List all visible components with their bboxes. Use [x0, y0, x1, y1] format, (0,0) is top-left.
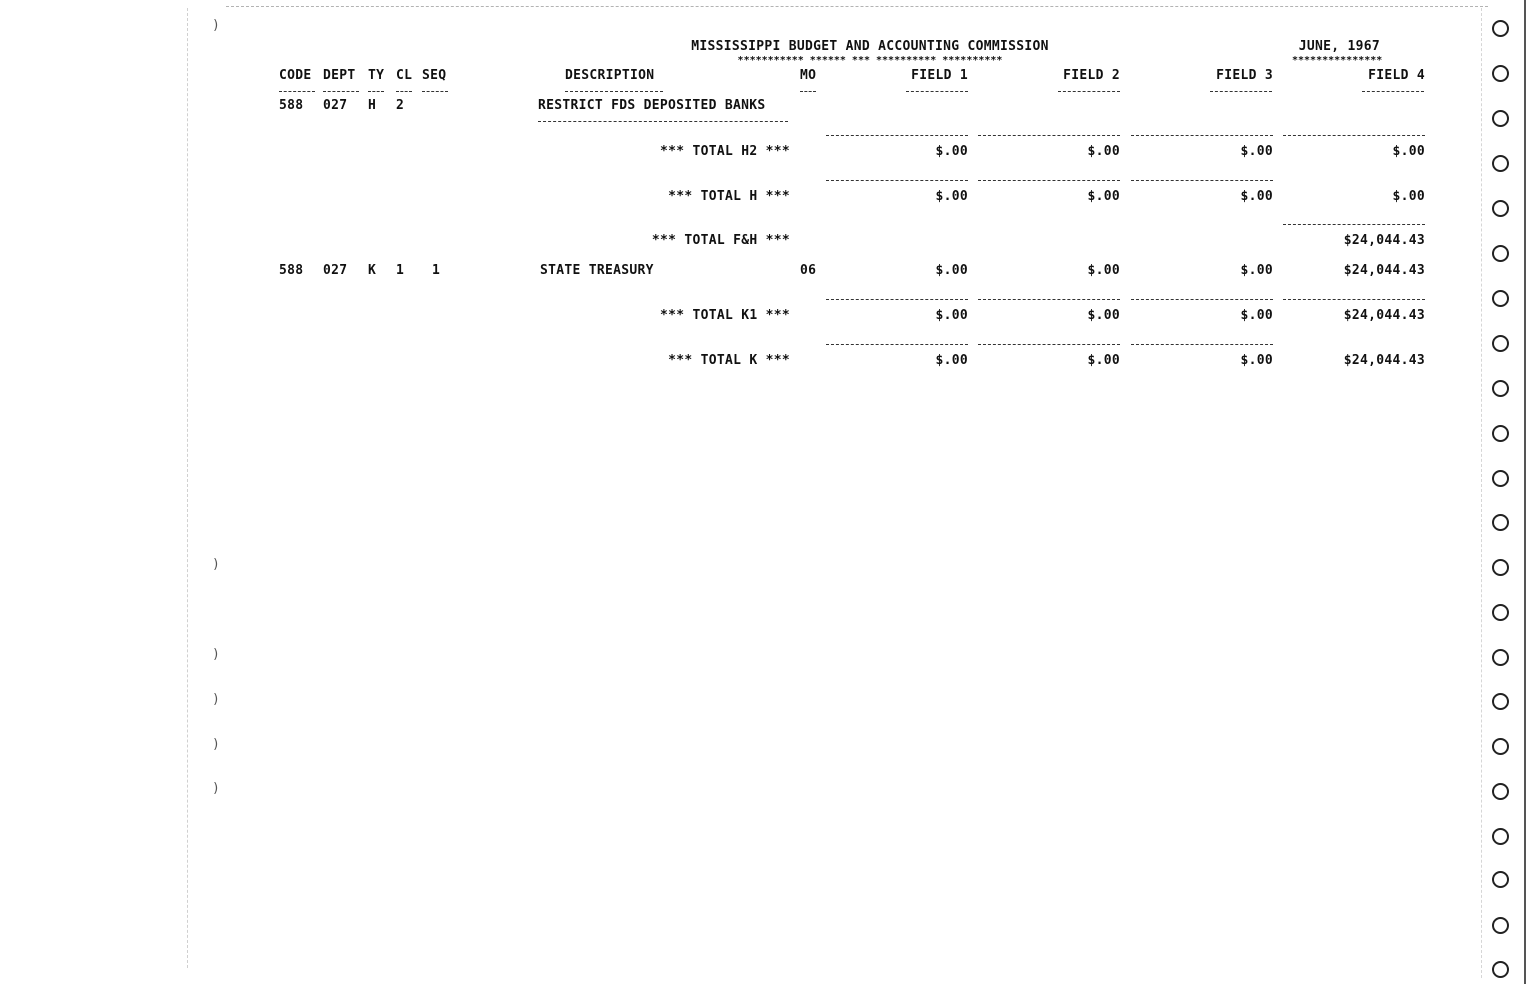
total-rule	[1131, 135, 1273, 136]
total-field3: $.00	[1240, 353, 1273, 368]
margin-tick: )	[212, 737, 220, 752]
col-underline	[368, 91, 384, 92]
col-header-cl: CL	[396, 68, 413, 83]
right-paper-edge	[1524, 0, 1526, 984]
total-field2: $.00	[1087, 189, 1120, 204]
col-header-field4: FIELD 4	[1368, 68, 1425, 83]
total-field2: $.00	[1087, 308, 1120, 323]
sprocket-hole	[1492, 425, 1509, 442]
cell-cl: 1	[396, 263, 405, 278]
total-rule	[1131, 299, 1273, 300]
cell-description: STATE TREASURY	[540, 263, 654, 278]
total-rule	[1283, 299, 1425, 300]
sprocket-hole	[1492, 200, 1509, 217]
sprocket-hole	[1492, 604, 1509, 621]
sprocket-hole	[1492, 693, 1509, 710]
left-page-edge	[187, 8, 188, 968]
sprocket-hole	[1492, 335, 1509, 352]
col-header-description: DESCRIPTION	[565, 68, 655, 83]
sprocket-hole	[1492, 245, 1509, 262]
sprocket-hole	[1492, 738, 1509, 755]
sprocket-hole	[1492, 290, 1509, 307]
col-underline	[1362, 91, 1424, 92]
cell-dept: 027	[323, 98, 348, 113]
col-header-field2: FIELD 2	[1063, 68, 1120, 83]
sprocket-hole	[1492, 559, 1509, 576]
report-title: MISSISSIPPI BUDGET AND ACCOUNTING COMMISSION	[691, 39, 1049, 54]
total-field1: $.00	[935, 144, 968, 159]
cell-cl: 2	[396, 98, 405, 113]
total-field3: $.00	[1240, 144, 1273, 159]
total-rule	[1283, 135, 1425, 136]
total-rule	[978, 344, 1120, 345]
total-rule	[826, 299, 968, 300]
cell-mo: 06	[800, 263, 817, 278]
cell-field1: $.00	[935, 263, 968, 278]
margin-tick: )	[212, 557, 220, 572]
total-rule	[978, 299, 1120, 300]
total-field4: $.00	[1392, 144, 1425, 159]
margin-tick: )	[212, 692, 220, 707]
total-rule	[978, 135, 1120, 136]
col-header-ty: TY	[368, 68, 385, 83]
total-field1: $.00	[935, 189, 968, 204]
col-header-mo: MO	[800, 68, 817, 83]
margin-tick: )	[212, 647, 220, 662]
total-field4: $24,044.43	[1343, 233, 1425, 248]
col-underline	[396, 91, 412, 92]
col-header-dept: DEPT	[323, 68, 356, 83]
total-field2: $.00	[1087, 353, 1120, 368]
cell-ty: H	[368, 98, 377, 113]
cell-field2: $.00	[1087, 263, 1120, 278]
margin-tick: )	[212, 18, 220, 33]
total-field4: $24,044.43	[1343, 353, 1425, 368]
total-label: *** TOTAL F&H ***	[651, 233, 790, 248]
sprocket-hole	[1492, 961, 1509, 978]
page-top-perforation	[226, 6, 1488, 7]
cell-seq: 1	[432, 263, 441, 278]
col-underline	[323, 91, 359, 92]
col-header-seq: SEQ	[422, 68, 447, 83]
total-rule	[826, 135, 968, 136]
sprocket-hole	[1492, 828, 1509, 845]
right-perforation-line	[1481, 8, 1482, 978]
col-header-field3: FIELD 3	[1216, 68, 1273, 83]
sprocket-hole	[1492, 20, 1509, 37]
col-underline	[1058, 91, 1120, 92]
report-date: JUNE, 1967	[1298, 39, 1380, 54]
cell-code: 588	[279, 98, 304, 113]
margin-tick: )	[212, 781, 220, 796]
total-rule	[826, 344, 968, 345]
cell-ty: K	[368, 263, 377, 278]
cell-description: RESTRICT FDS DEPOSITED BANKS	[538, 98, 766, 113]
total-rule	[978, 180, 1120, 181]
description-underline	[538, 121, 788, 122]
total-label: *** TOTAL H ***	[668, 189, 790, 204]
col-underline	[279, 91, 315, 92]
sprocket-hole	[1492, 110, 1509, 127]
col-underline	[1210, 91, 1272, 92]
sprocket-hole	[1492, 155, 1509, 172]
total-label: *** TOTAL K ***	[668, 353, 790, 368]
total-field4: $24,044.43	[1343, 308, 1425, 323]
cell-code: 588	[279, 263, 304, 278]
report-title-underline: *********** ****** *** ********** **********	[737, 56, 1003, 66]
sprocket-hole	[1492, 65, 1509, 82]
col-underline	[422, 91, 448, 92]
total-rule	[1131, 180, 1273, 181]
cell-field3: $.00	[1240, 263, 1273, 278]
col-underline	[800, 91, 816, 92]
total-field4: $.00	[1392, 189, 1425, 204]
total-label: *** TOTAL K1 ***	[659, 308, 790, 323]
total-field1: $.00	[935, 308, 968, 323]
cell-dept: 027	[323, 263, 348, 278]
sprocket-hole	[1492, 783, 1509, 800]
report-date-underline: ***************	[1292, 56, 1383, 66]
col-underline	[906, 91, 968, 92]
sprocket-hole	[1492, 380, 1509, 397]
total-field3: $.00	[1240, 189, 1273, 204]
sprocket-hole	[1492, 470, 1509, 487]
total-field3: $.00	[1240, 308, 1273, 323]
sprocket-hole	[1492, 514, 1509, 531]
total-field2: $.00	[1087, 144, 1120, 159]
total-rule	[826, 180, 968, 181]
sprocket-hole	[1492, 871, 1509, 888]
sprocket-hole	[1492, 649, 1509, 666]
total-label: *** TOTAL H2 ***	[659, 144, 790, 159]
col-header-code: CODE	[279, 68, 312, 83]
cell-field4: $24,044.43	[1343, 263, 1425, 278]
sprocket-hole	[1492, 917, 1509, 934]
total-rule	[1131, 344, 1273, 345]
total-rule	[1283, 224, 1425, 225]
col-header-field1: FIELD 1	[911, 68, 968, 83]
total-field1: $.00	[935, 353, 968, 368]
col-underline	[565, 91, 663, 92]
